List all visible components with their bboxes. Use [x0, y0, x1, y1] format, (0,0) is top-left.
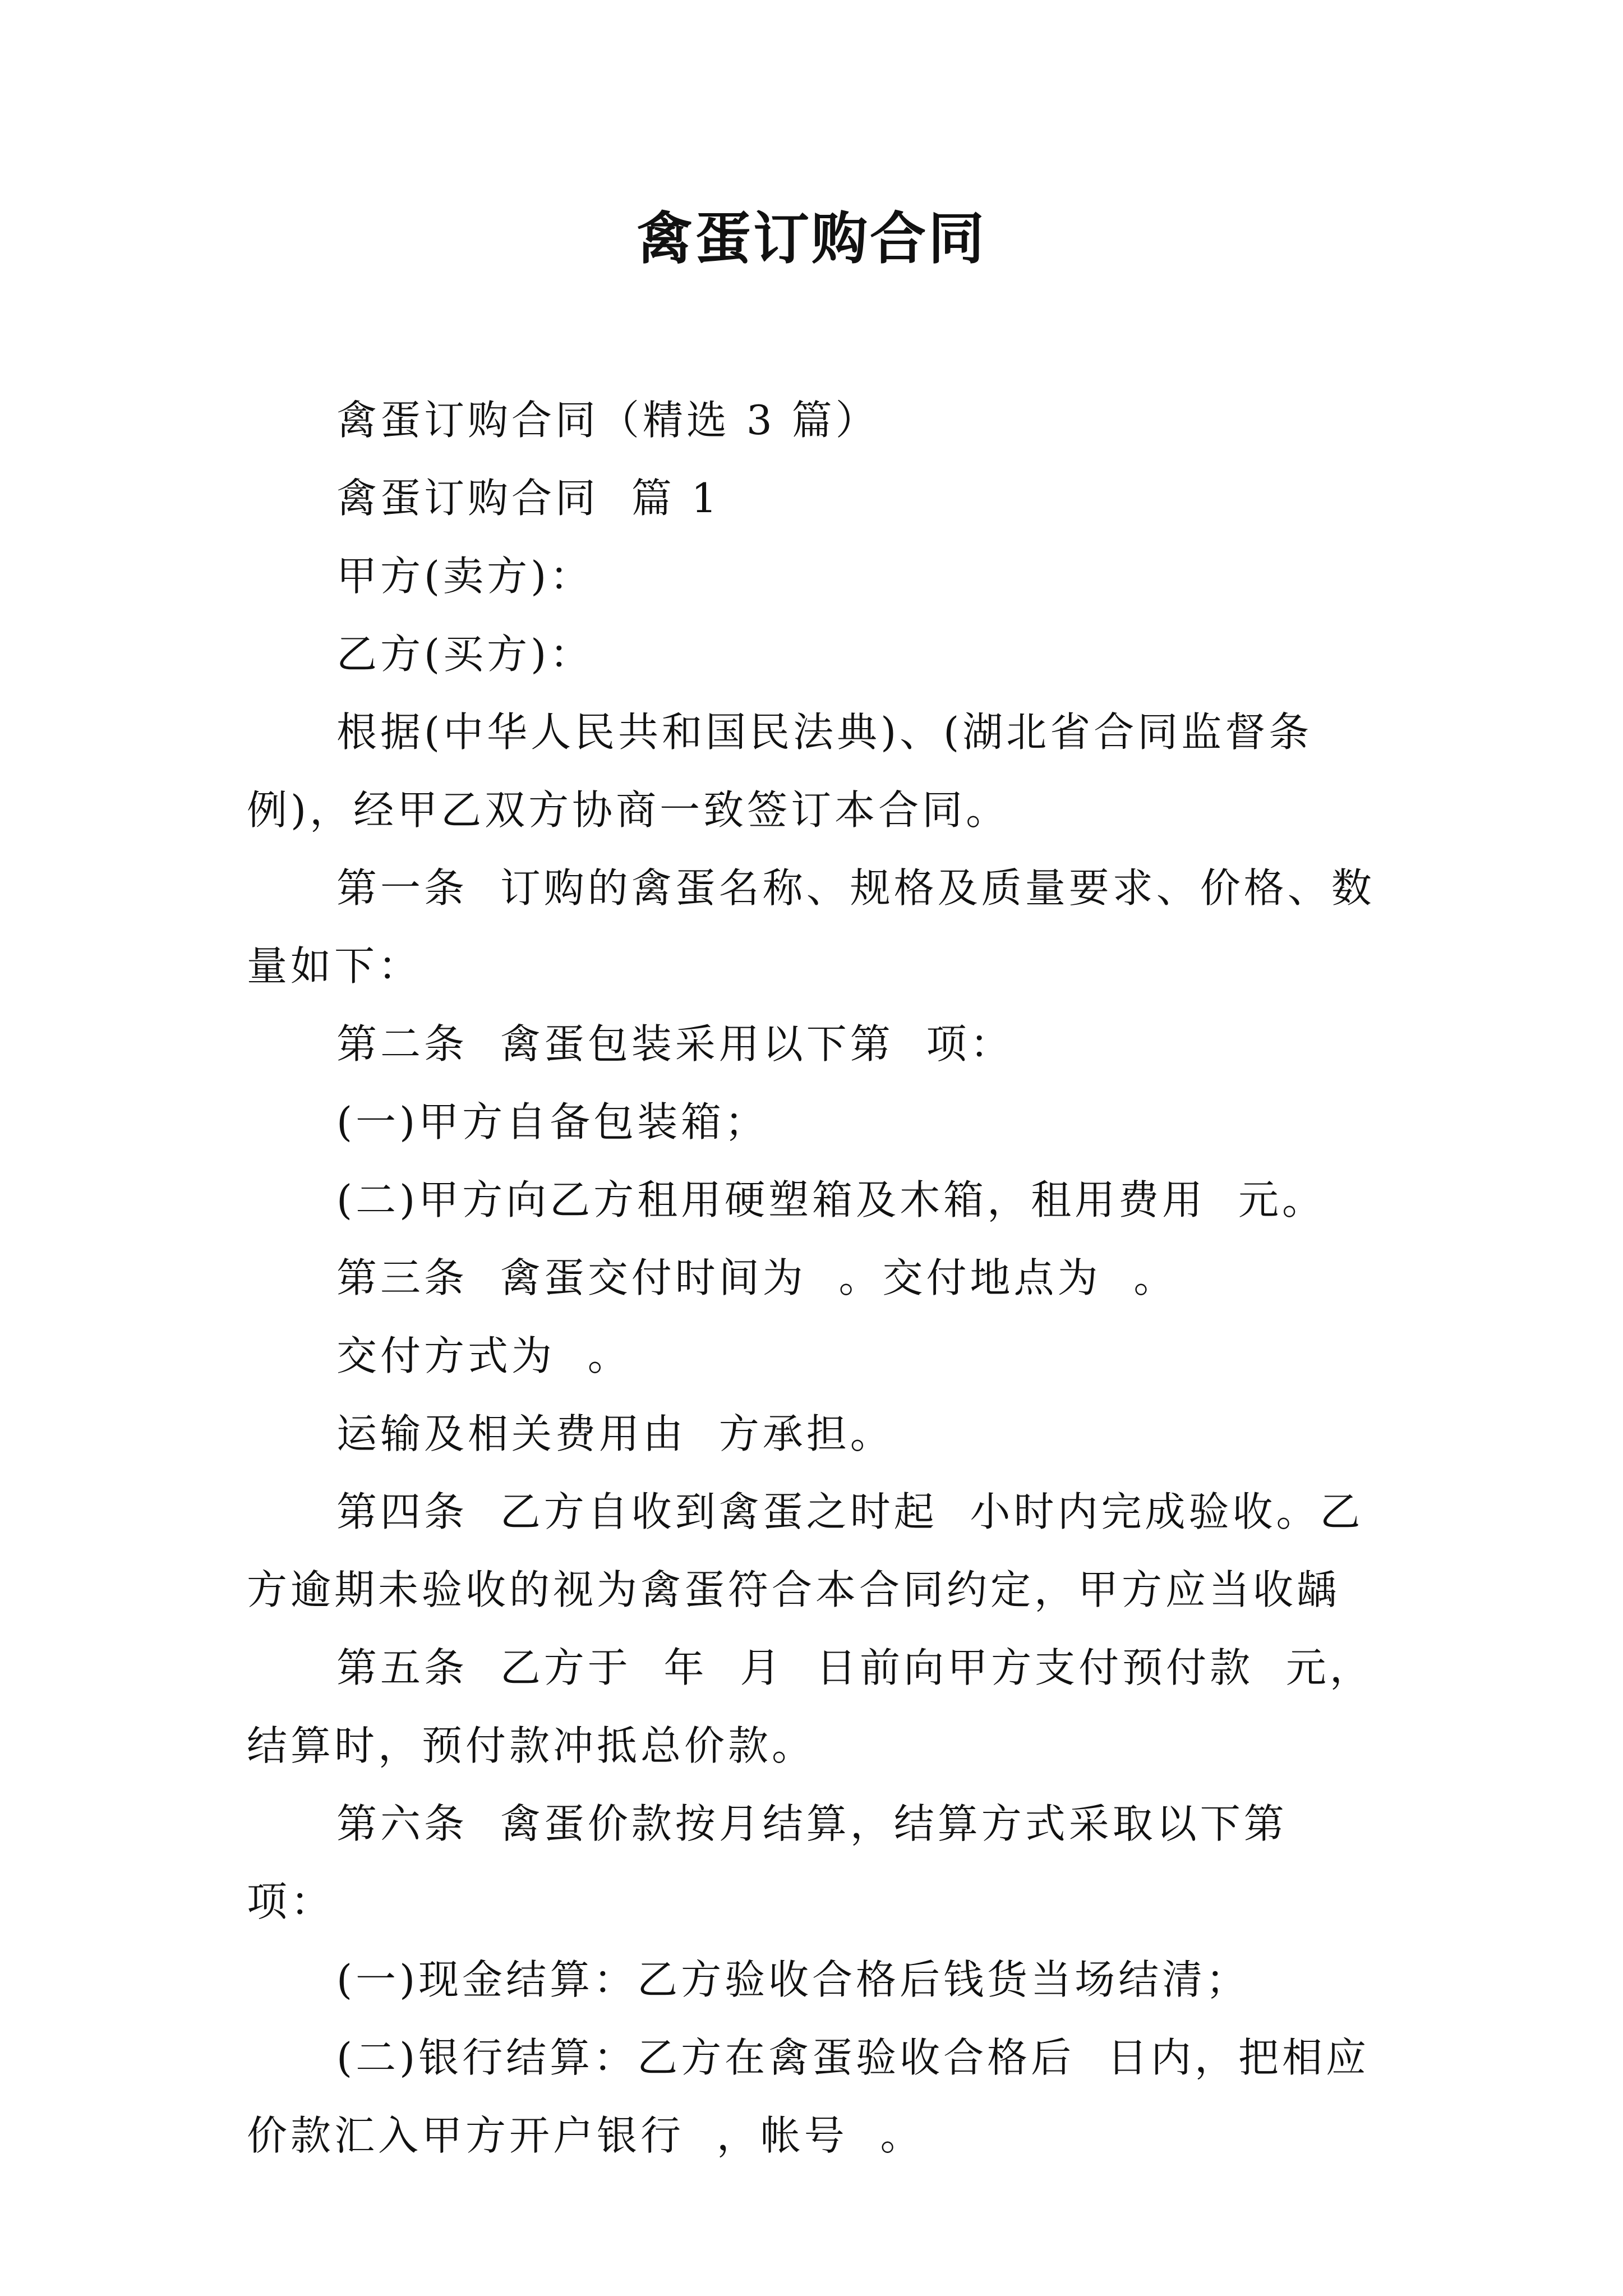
paragraph-subtitle: 禽蛋订购合同（精选 3 篇） — [336, 397, 879, 444]
paragraph-article-6-option-1: (一)现金结算：乙方验收合格后钱货当场结清； — [336, 1956, 1250, 2003]
paragraph-article-6: 第六条 禽蛋价款按月结算，结算方式采取以下第 项： — [247, 1800, 1320, 1925]
paragraph-transport-cost: 运输及相关费用由 方承担。 — [336, 1410, 894, 1457]
paragraph-article-1: 第一条 订购的禽蛋名称、规格及质量要求、价格、数量如下： — [247, 864, 1375, 990]
paragraph-party-a: 甲方(卖方)： — [336, 553, 594, 600]
paragraph-article-2: 第二条 禽蛋包装采用以下第 项： — [336, 1020, 1014, 1068]
paragraph-party-b: 乙方(买方)： — [336, 631, 594, 678]
document-title: 禽蛋订购合同 — [637, 205, 986, 272]
paragraph-delivery-method: 交付方式为 。 — [336, 1332, 631, 1379]
paragraph-preamble: 根据(中华人民共和国民法典)、(湖北省合同监督条例)，经甲乙双方协商一致签订本合同。 — [247, 708, 1313, 834]
paragraph-article-6-option-2: (二)银行结算：乙方在禽蛋验收合格后 日内，把相应价款汇入甲方开户银行 ，帐号 。 — [247, 2034, 1370, 2159]
paragraph-article-3: 第三条 禽蛋交付时间为 。交付地点为 。 — [336, 1254, 1178, 1301]
paragraph-article-5: 第五条 乙方于 年 月 日前向甲方支付预付款 元，结算时，预付款冲抵总价款。 — [247, 1644, 1373, 1769]
paragraph-article-2-option-2: (二)甲方向乙方租用硬塑箱及木箱，租用费用 元。 — [336, 1176, 1326, 1223]
paragraph-article-2-option-1: (一)甲方自备包装箱； — [336, 1098, 769, 1145]
paragraph-section-heading: 禽蛋订购合同 篇 1 — [336, 475, 721, 522]
document-body — [247, 381, 1396, 2175]
paragraph-article-4: 第四条 乙方自收到禽蛋之时起 小时内完成验收。乙方逾期未验收的视为禽蛋符合本合同约定，甲方应当收龋 — [247, 1488, 1364, 1613]
